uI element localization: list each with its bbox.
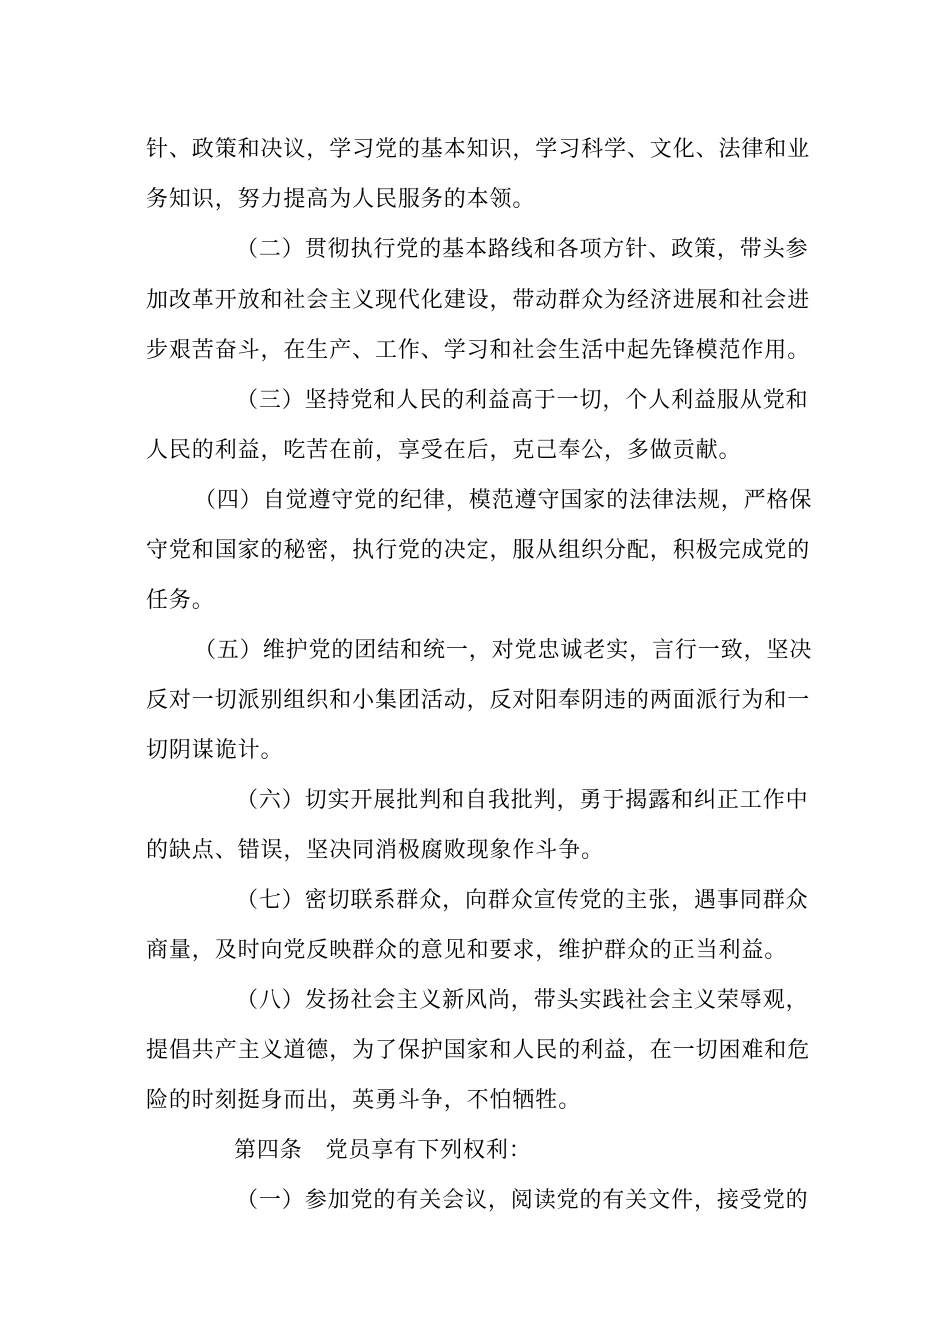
text-line: 务知识，努力提高为人民服务的本领。	[146, 187, 536, 212]
item-7-line: （七）密切联系群众，向群众宣传党的主张，遇事同群众	[236, 888, 809, 913]
text-line: 险的时刻挺身而出，英勇斗争，不怕牺牲。	[146, 1088, 582, 1113]
item-4-line: （四）自觉遵守党的纪律，模范遵守国家的法律法规，严格保	[194, 488, 813, 513]
text-line: 人民的利益，吃苦在前，享受在后，克己奉公，多做贡献。	[146, 438, 742, 463]
item-8-line: （八）发扬社会主义新风尚，带头实践社会主义荣辱观，	[236, 988, 809, 1013]
text-line: 反对一切派别组织和小集团活动，反对阳奉阴违的两面派行为和一	[146, 688, 811, 713]
item-6-line: （六）切实开展批判和自我批判，勇于揭露和纠正工作中	[236, 788, 809, 813]
text-line: 守党和国家的秘密，执行党的决定，服从组织分配，积极完成党的	[146, 538, 811, 563]
text-line: 加改革开放和社会主义现代化建设，带动群众为经济进展和社会进	[146, 288, 811, 313]
text-line: 提倡共产主义道德，为了保护国家和人民的利益，在一切困难和危	[146, 1038, 811, 1063]
rights-item-1-line: （一）参加党的有关会议，阅读党的有关文件，接受党的	[236, 1188, 809, 1213]
item-3-line: （三）坚持党和人民的利益高于一切，个人利益服从党和	[236, 388, 809, 413]
article-4-heading: 第四条 党员享有下列权利：	[234, 1138, 532, 1163]
text-line: 针、政策和决议，学习党的基本知识，学习科学、文化、法律和业	[146, 137, 811, 162]
text-line: 步艰苦奋斗，在生产、工作、学习和社会生活中起先锋模范作用。	[146, 338, 811, 363]
item-5-line: （五）维护党的团结和统一，对党忠诚老实，言行一致，坚决	[194, 638, 813, 663]
item-2-line: （二）贯彻执行党的基本路线和各项方针、政策，带头参	[236, 237, 809, 262]
text-line: 切阴谋诡计。	[146, 738, 284, 763]
text-line: 的缺点、错误，坚决同消极腐败现象作斗争。	[146, 838, 605, 863]
text-line: 任务。	[146, 588, 215, 613]
text-line: 商量，及时向党反映群众的意见和要求，维护群众的正当利益。	[146, 938, 788, 963]
